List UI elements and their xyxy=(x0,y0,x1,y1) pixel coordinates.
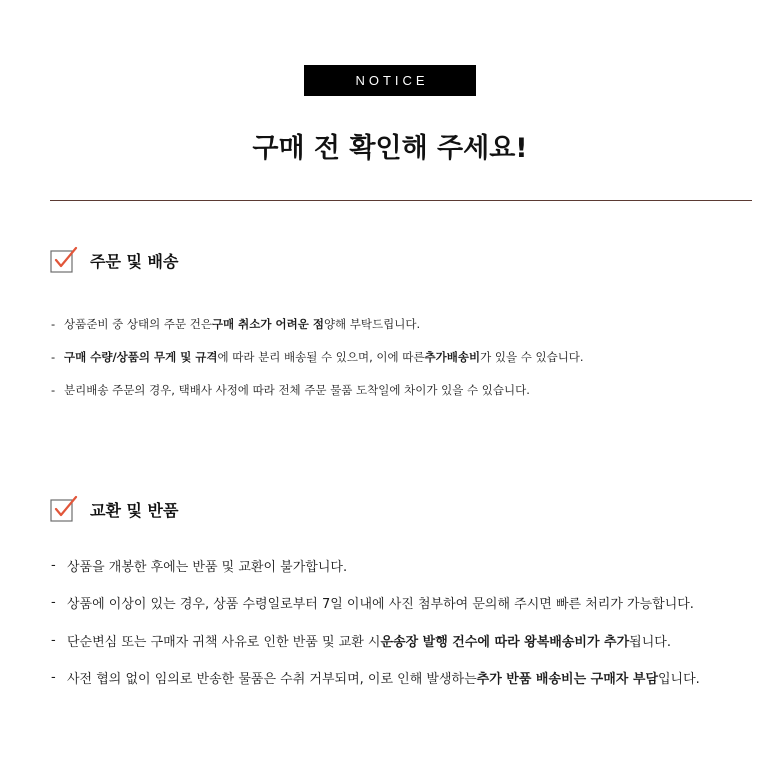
section-title: 교환 및 반품 xyxy=(90,500,179,520)
list-item: - 분리배송 주문의 경우, 택배사 사정에 따라 전체 주문 물품 도착일에 차이가 있을 수 있습니다. xyxy=(51,383,530,397)
divider xyxy=(50,200,752,201)
list-item: - 상품준비 중 상태의 주문 건은 구매 취소가 어려운 점 양해 부탁드립니다. xyxy=(51,317,421,331)
list-item: - 상품을 개봉한 후에는 반품 및 교환이 불가합니다. xyxy=(51,558,348,575)
list-item: - 구매 수량/상품의 무게 및 규격 에 따라 분리 배송될 수 있으며, 이에 따른 추가배송비 가 있을 수 있습니다. xyxy=(51,350,584,364)
section-header-order-shipping xyxy=(50,245,178,275)
checkbox-check-icon xyxy=(50,246,78,274)
page-title: 구매 전 확인해 주세요! xyxy=(252,133,528,164)
notice-badge: NOTICE xyxy=(304,65,476,96)
list-item: - 상품에 이상이 있는 경우, 상품 수령일로부터 7일 이내에 사진 첨부하여 문의해 주시면 빠른 처리가 가능합니다. xyxy=(51,595,694,612)
checkbox-check-icon xyxy=(50,495,78,523)
list-item: - 단순변심 또는 구매자 귀책 사유로 인한 반품 및 교환 시 운송장 발행 건수에 따라 왕복배송비가 추가 됩니다. xyxy=(51,633,671,650)
section-title: 주문 및 배송 xyxy=(90,251,179,271)
list-item: - 사전 협의 없이 임의로 반송한 물품은 수취 거부되며, 이로 인해 발생하는 추가 반품 배송비는 구매자 부담 입니다. xyxy=(51,670,700,687)
section-header-exchange-return xyxy=(50,494,178,524)
